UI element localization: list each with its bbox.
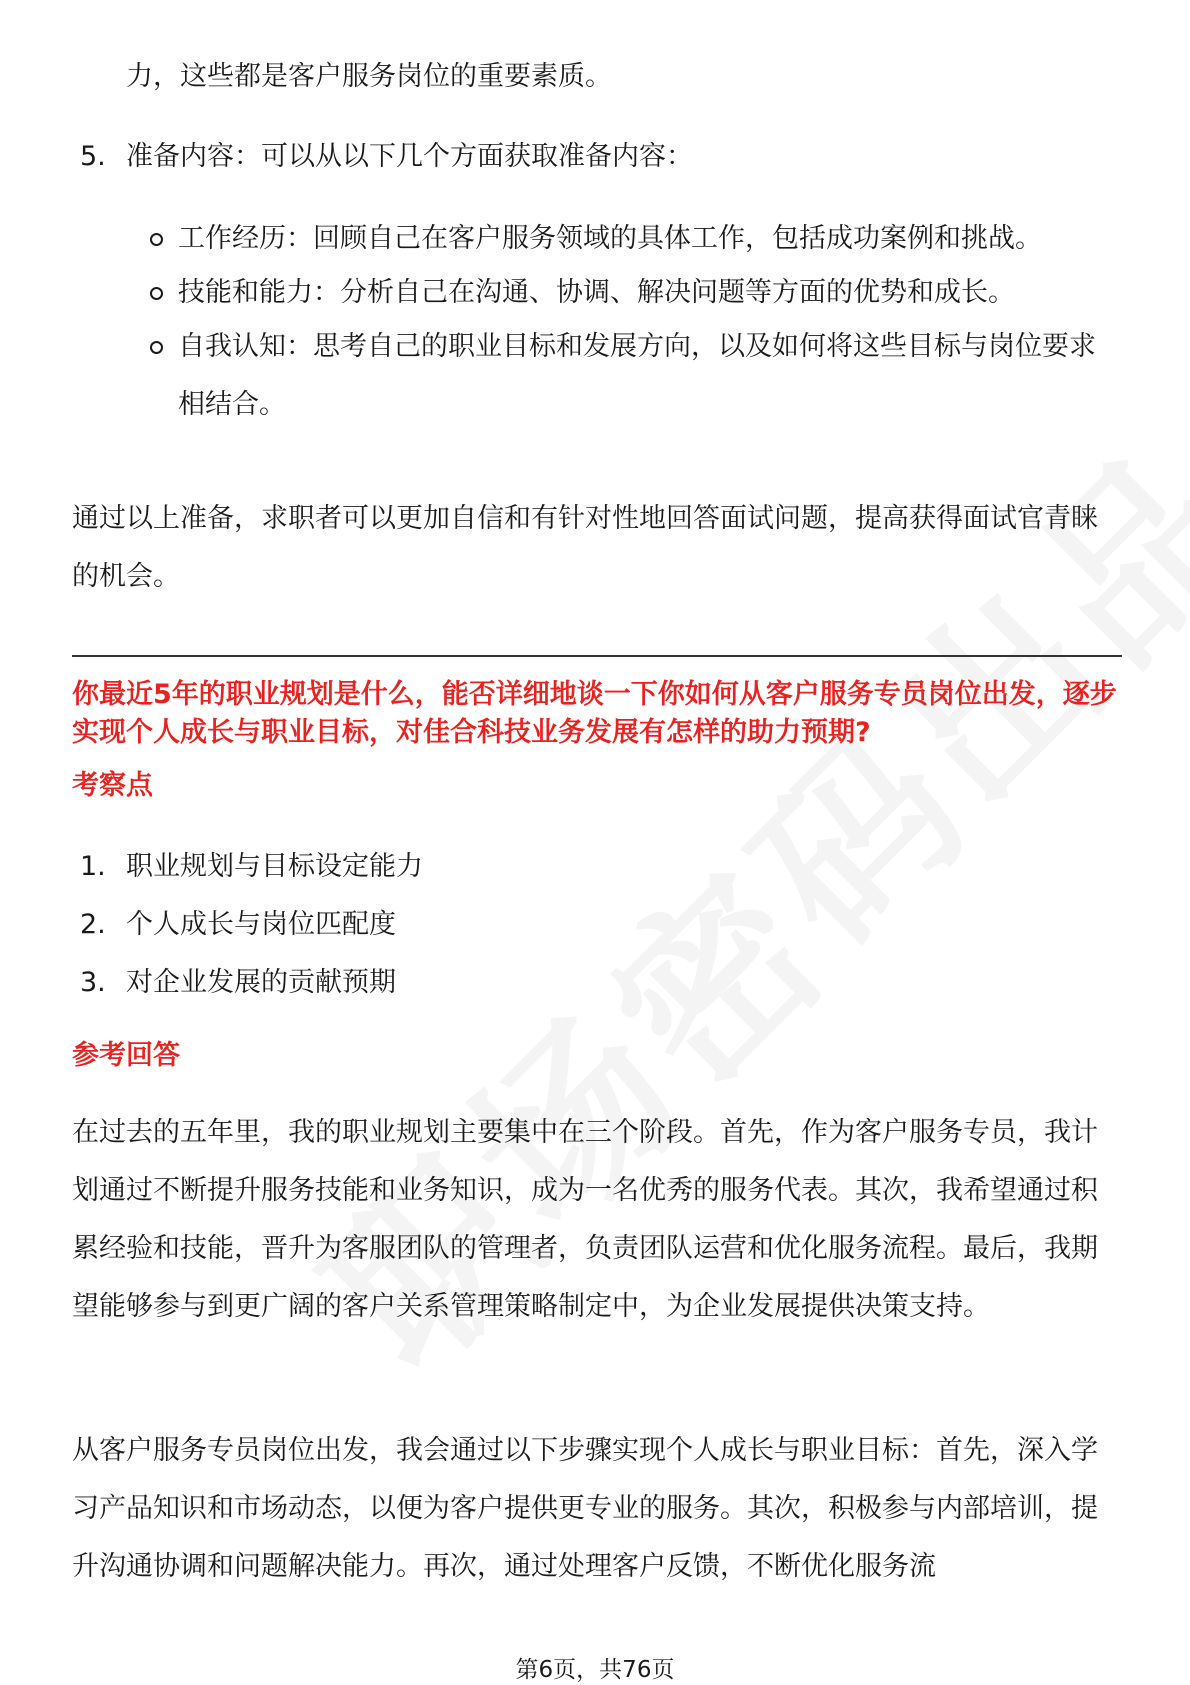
list-text: 个人成长与岗位匹配度: [126, 909, 396, 940]
circle-bullet-icon: [150, 341, 163, 354]
sub-bullet-text: 工作经历：回顾自己在客户服务领域的具体工作，包括成功案例和挑战。: [178, 223, 1042, 254]
answer-paragraph: 从客户服务专员岗位出发，我会通过以下步骤实现个人成长与职业目标：首先，深入学习产品知识和市场动态，以便为客户提供更专业的服务。其次，积极参与内部培训，提升沟通协调和问题解决能力。再次，通过处理客户反馈，不断优化服务流: [72, 1435, 1098, 1582]
page-number: 第6页，共76页: [515, 1657, 675, 1683]
answer-heading: 参考回答: [72, 1040, 180, 1071]
list-number: 5.: [80, 141, 106, 172]
circle-bullet-icon: [150, 287, 163, 300]
list-text: 准备内容：可以从以下几个方面获取准备内容：: [126, 141, 693, 172]
list-item-5: [80, 128, 693, 186]
circle-bullet-icon: [150, 233, 163, 246]
focus-point: [80, 954, 396, 1012]
focus-heading: 考察点: [72, 770, 153, 801]
question-title: 你最近5年的职业规划是什么，能否详细地谈一下你如何从客户服务专员岗位出发，逐步实现个人成长与职业目标，对佳合科技业务发展有怎样的助力预期?: [72, 679, 1117, 748]
sub-bullet-text: 技能和能力：分析自己在沟通、协调、解决问题等方面的优势和成长。: [178, 277, 1015, 308]
list-number: 3.: [80, 967, 106, 998]
sub-bullet-item: [148, 210, 1118, 268]
list-text: 对企业发展的贡献预期: [126, 967, 396, 998]
section-divider: [72, 655, 1122, 657]
sub-bullet-text: 自我认知：思考自己的职业目标和发展方向，以及如何将这些目标与岗位要求相结合。: [178, 331, 1096, 420]
focus-point: [80, 838, 423, 896]
answer-paragraph: 在过去的五年里，我的职业规划主要集中在三个阶段。首先，作为客户服务专员，我计划通过不断提升服务技能和业务知识，成为一名优秀的服务代表。其次，我希望通过积累经验和技能，晋升为客服团队的管理者，负责团队运营和优化服务流程。最后，我期望能够参与到更广阔的客户关系管理策略制定中，为企业发展提供决策支持。: [72, 1117, 1098, 1322]
continuation-text: 力，这些都是客户服务岗位的重要素质。: [126, 61, 612, 92]
list-text: 职业规划与目标设定能力: [126, 851, 423, 882]
list-number: 1.: [80, 851, 106, 882]
list-number: 2.: [80, 909, 106, 940]
sub-bullet-item: [148, 318, 1118, 434]
sub-bullet-item: [148, 264, 1118, 322]
closing-paragraph: 通过以上准备，求职者可以更加自信和有针对性地回答面试问题，提高获得面试官青睐的机会。: [72, 503, 1098, 592]
focus-point: [80, 896, 396, 954]
